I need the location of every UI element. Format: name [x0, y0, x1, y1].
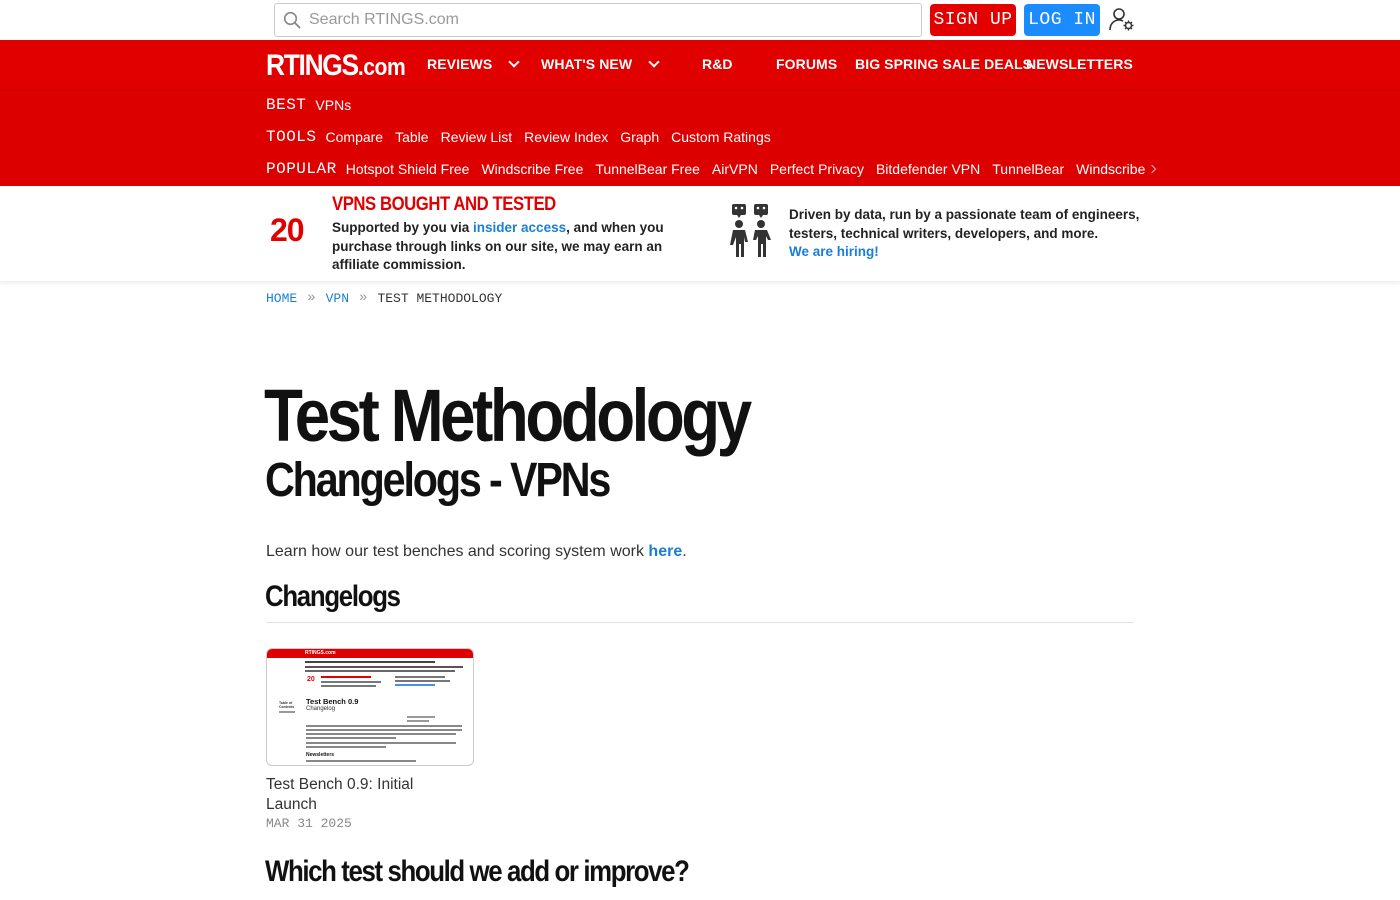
nav-newsletters-label: NEWSLETTERS: [1026, 56, 1133, 72]
changelogs-heading: Changelogs: [265, 580, 400, 613]
nav-rd[interactable]: [702, 56, 733, 72]
breadcrumb-current: TEST METHODOLOGY: [377, 290, 503, 306]
people-icon: [726, 202, 774, 260]
subnav-tool-review-index[interactable]: Review Index: [524, 129, 609, 145]
nav-deals-label: BIG SPRING SALE DEALS: [855, 56, 1033, 72]
nav-reviews[interactable]: [427, 56, 518, 72]
learn-text: [266, 543, 687, 561]
subnav-tools-label: TOOLS: [266, 128, 317, 146]
subnav-tool-custom-ratings[interactable]: Custom Ratings: [671, 129, 771, 145]
affiliate-text-after: , and when you purchase through links on our site, we may earn an affiliate commission.: [332, 220, 664, 272]
which-test-heading: Which test should we add or improve?: [265, 855, 689, 888]
thumb-sub: Changelog: [306, 706, 336, 712]
tested-count: 20: [270, 212, 304, 248]
driven-text: [789, 206, 1141, 262]
changelog-card-date: MAR 31 2025: [266, 816, 352, 831]
nav-rd-label: R&D: [702, 56, 733, 72]
subnav-popular-item[interactable]: TunnelBear: [992, 161, 1065, 177]
learn-text-after: .: [682, 543, 687, 560]
subnav-tools-row: [266, 125, 783, 149]
info-banner: [0, 186, 1400, 281]
affiliate-text-before: Supported by you via: [332, 220, 474, 235]
subnav-popular-label: POPULAR: [266, 160, 337, 178]
thumb-heading: Test Bench 0.9: [306, 697, 359, 706]
thumb-toc: Table of Contents: [279, 701, 295, 709]
breadcrumb-home[interactable]: HOME: [266, 290, 298, 306]
search-input[interactable]: [309, 11, 899, 29]
breadcrumb-separator-icon: »: [307, 290, 316, 306]
subnav-popular-item[interactable]: Windscribe: [1076, 161, 1146, 177]
chevron-down-icon: [649, 56, 660, 67]
thumb-newsletters: Newsletters: [306, 752, 335, 758]
hiring-link[interactable]: We are hiring!: [789, 244, 879, 259]
subnav-popular-row: [266, 157, 1155, 181]
learn-here-link[interactable]: here: [648, 543, 683, 560]
subnav-best-vpns[interactable]: VPNs: [315, 97, 352, 113]
subnav-best-label: BEST: [266, 96, 307, 114]
thumb-subnav: [267, 658, 474, 674]
top-bar: [0, 0, 1400, 40]
subnav-popular-item[interactable]: Perfect Privacy: [769, 161, 864, 177]
sign-up-button[interactable]: SIGN UP: [930, 4, 1016, 36]
logo-suffix: .com: [357, 54, 406, 81]
log-in-button[interactable]: LOG IN: [1024, 4, 1100, 36]
nav-whats-new[interactable]: [541, 56, 658, 72]
affiliate-text: [332, 219, 672, 275]
subnav-best-row: [266, 93, 363, 117]
tested-title: VPNS BOUGHT AND TESTED: [332, 194, 556, 215]
insider-access-link[interactable]: insider access: [473, 220, 567, 235]
subnav-tool-review-list[interactable]: Review List: [440, 129, 513, 145]
changelog-card-title[interactable]: Test Bench 0.9: Initial Launch: [266, 776, 414, 813]
breadcrumb-separator-icon: »: [359, 290, 368, 306]
thumb-count: 20: [307, 676, 315, 683]
main-nav: [0, 40, 1400, 90]
nav-deals[interactable]: [855, 56, 1032, 72]
nav-reviews-label: REVIEWS: [427, 56, 493, 72]
subnav-tool-table[interactable]: Table: [395, 129, 429, 145]
subnav-tool-graph[interactable]: Graph: [620, 129, 660, 145]
site-logo[interactable]: [266, 49, 405, 83]
subnav-popular-item[interactable]: TunnelBear Free: [595, 161, 700, 177]
chevron-down-icon: [509, 56, 520, 67]
user-settings-icon[interactable]: [1108, 6, 1136, 34]
breadcrumb-vpn[interactable]: VPN: [325, 290, 350, 306]
subnav-popular-item[interactable]: Bitdefender VPN: [875, 161, 981, 177]
nav-forums[interactable]: [776, 56, 837, 72]
subnav-tool-compare[interactable]: Compare: [325, 129, 384, 145]
thumb-nav: [267, 649, 474, 658]
subnav-popular-item[interactable]: Hotspot Shield Free: [345, 161, 470, 177]
subnav-popular-item[interactable]: Windscribe Free: [481, 161, 584, 177]
chevron-right-icon[interactable]: [1148, 165, 1156, 173]
nav-whats-new-label: WHAT'S NEW: [541, 56, 633, 72]
page-title: Test Methodology: [264, 374, 749, 457]
page-subtitle: Changelogs - VPNs: [265, 454, 610, 507]
search-box[interactable]: [274, 3, 922, 37]
driven-text-body: Driven by data, run by a passionate team of engineers, testers, technical writers, developers, and more.: [789, 207, 1140, 241]
divider: [266, 622, 1134, 623]
thumb-logo: RTINGS.com: [305, 650, 336, 656]
subnav-popular-item[interactable]: AirVPN: [711, 161, 758, 177]
nav-forums-label: FORUMS: [776, 56, 838, 72]
learn-text-before: Learn how our test benches and scoring system work: [266, 543, 649, 560]
breadcrumb: [266, 290, 502, 306]
logo-main: RTINGS: [266, 49, 358, 82]
nav-newsletters[interactable]: [1026, 56, 1133, 72]
search-icon[interactable]: [275, 4, 309, 36]
changelog-card-thumbnail[interactable]: [266, 648, 474, 766]
